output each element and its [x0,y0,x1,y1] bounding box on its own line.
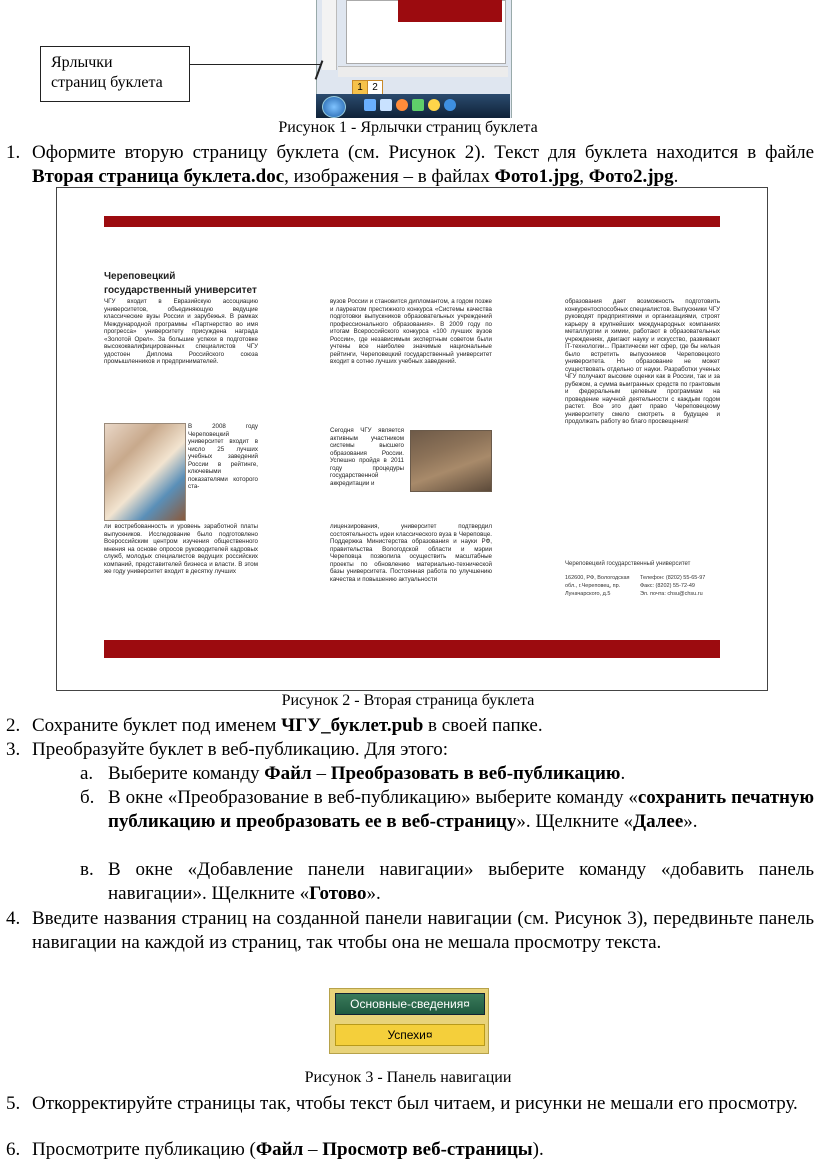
booklet-col1-side: В 2008 году Череповецкий университет входит в число 25 лучших учебных заведений России в рейтинге, ключевыми показателями которого ста- [188,423,258,490]
callout-box [40,46,190,102]
figure3-caption: Рисунок 3 - Панель навигации [304,1069,512,1086]
callout-text: Ярлычки [51,54,113,71]
punctuation: ». [683,811,698,832]
step-text: Просмотрите публикацию ( [32,1139,256,1160]
dialog-option: сохранить печатную публикацию и преобразовать ее в веб-страницу [108,787,815,832]
step-text: В окне «Преобразование в веб-публикацию» выберите команду « [108,787,638,808]
step-text: Введите названия страниц на созданной панели навигации (см. Рисунок 3), передвиньте панель навигации на каждой из страниц, так чтобы она не мешала просмотру текста. [32,908,814,953]
taskbar-app-icon[interactable] [364,99,376,111]
substep-a [80,762,814,786]
step-text: Сохраните буклет под именем [32,715,282,736]
booklet-col2-top: вузов России и становится дипломантом, а годом позже и лауреатом престижного конкурса «Системы качества подготовки выпускников образовательных учреждений профессионального образования». В 2009 году по итогам Всероссийского конкурса «100 лучших вузов России», где независимым экспертным советом были учтены все наиболее значимые национальные рейтинги, Череповецкий государственный университет входит в сотню лучших учебных заведений. [330,298,492,365]
callout-pointer [190,64,320,65]
footer-email: Эл. почта: chsu@chsu.ru [640,591,703,597]
footer-phone: Телефон: (8202) 55-65-97 [640,575,706,581]
booklet-col1-bottom: ли востребованность и уровень заработной платы выпускников. Исследование было подготовлено Всероссийским центром изучения общественного мнения на основе опросов руководителей кадровых служб, молодых специалистов ведущих российских компаний, представителей бизнеса и власти. В этом же году университет входит в десятку лучших [104,523,258,575]
booklet-footer-address: 162600, РФ, Вологодская обл., г.Череповец, пр. Луначарского, д.5 [565,575,630,597]
file-name: Вторая страница буклета.doc [32,166,285,187]
substep-marker: б. [80,787,95,808]
step-text: , изображения – в файлах [284,166,495,187]
step-text: ». Щелкните « [516,811,634,832]
button-name: Готово [309,883,367,904]
booklet-col2-side: Сегодня ЧГУ является активным участником системы высшего образования России. Успешно пройдя в 2011 году процедуры государственной аккредитации и [330,427,404,487]
page-tab-2[interactable]: 2 [367,80,383,96]
file-name: Фото1.jpg [494,166,580,187]
nav-button-main-info[interactable]: Основные-сведения¤ [335,993,485,1015]
step-text: в своей папке. [423,715,543,736]
menu-command: Преобразовать в веб-публикацию [330,763,621,784]
booklet-title [104,270,274,298]
punctuation: . [673,166,679,187]
figure2-caption: Рисунок 2 - Вторая страница буклета [281,692,535,709]
page-tab-1[interactable]: 1 [352,80,368,96]
photo1-chemistry-image [104,423,186,521]
booklet-bottom-bar [104,640,720,658]
vertical-ruler [322,0,337,70]
booklet-title-line: Череповецкий [104,271,176,282]
menu-command: Файл [264,763,312,784]
separator: , [579,166,589,187]
taskbar-app-icon[interactable] [396,99,408,111]
file-name: ЧГУ_буклет.pub [281,715,424,736]
booklet-footer-contacts [640,574,724,598]
separator: – [311,763,331,784]
punctuation: . [620,763,626,784]
step-text: Выберите команду [108,763,265,784]
callout-text: страниц буклета [51,74,163,91]
menu-command: Просмотр веб-страницы [322,1139,533,1160]
start-button-icon[interactable] [322,96,346,118]
taskbar-app-icon[interactable] [380,99,392,111]
booklet-col1-top: ЧГУ входит в Евразийскую ассоциацию университетов, объединяющую ведущие классические вузы России и зарубежья. В рамках Международной программы «Партнерство во имя прогресса» университету присуждена награда «Золотой Орел». За большие успехи в подготовке высококвалифицированных специалистов ЧГУ удостоен Диплома Российского союза промышленников и предпринимателей. [104,298,258,365]
step-text: Оформите вторую страницу буклета (см. Рисунок 2). Текст для буклета находится в файле [32,142,814,163]
substep-marker: а. [80,763,94,784]
step-3 [6,738,814,762]
step-4 [6,907,814,955]
step-number: 4. [6,908,21,929]
step-text: Преобразуйте буклет в веб-публикацию. Для этого: [32,739,449,760]
step-number: 2. [6,715,21,736]
punctuation: ). [532,1139,544,1160]
step-5 [6,1092,814,1116]
menu-command: Файл [255,1139,304,1160]
step-2 [6,714,814,738]
booklet-footer-title: Череповецкий государственный университет [565,561,691,567]
booklet-col2-bottom: лицензирования, университет подтвердил состоятельность идеи классического вуза в Череповце. Поддержка Министерства образования и науки РФ, правительства Вологодской области и мэрии Череповца позволила осуществить масштабные проекты по обновлению материально-технической базы университета. Постоянная работа по улучшению качества и повышению актуальности [330,523,492,583]
booklet-col3: образования дает возможность подготовить конкурентоспособных специалистов. Выпускники ЧГУ руководят предприятиями и организациями, строят карьеру в крупнейших международных компаниях металлургии и химии, работают в образовательных учреждениях, двигают науку и искусство, развивают IT-технологии... Практически нет сфер, где бы нельзя было встретить выпускников Череповецкого университета. Но образование не может существовать отдельно от науки. Разработки ученых ЧГУ получают высокие оценки как в России, так и за рубежом, а сумма выигранных средств по грантовым и федеральным целевым программам на проведение научной деятельности с каждым годом растет. Все это дает право Череповецкому университету смело смотреть в будущее и продолжать работу во благо просвещения! [565,298,720,425]
substep-c [80,858,814,906]
ie-icon[interactable] [444,99,456,111]
step-number: 3. [6,739,21,760]
step-6 [6,1138,814,1162]
booklet-title-line: государственный университет [104,285,257,296]
punctuation: ». [366,883,381,904]
step-number: 5. [6,1093,21,1114]
figure1-caption: Рисунок 1 - Ярлычки страниц буклета [278,119,538,136]
step-text: Откорректируйте страницы так, чтобы текст был читаем, и рисунки не мешали его просмотру. [32,1093,798,1114]
photo2-excavation-image [410,430,492,492]
step-1 [6,141,814,189]
taskbar-app-icon[interactable] [412,99,424,111]
page-red-bar [398,0,502,22]
step-text: В окне «Добавление панели навигации» выберите команду «добавить панель навигации». Щелкните « [108,859,814,904]
substep-marker: в. [80,859,94,880]
taskbar-app-icon[interactable] [428,99,440,111]
footer-fax: Факс: (8202) 55-72-49 [640,583,695,589]
step-number: 1. [6,142,21,163]
horizontal-scrollbar[interactable] [338,66,508,77]
substep-b [80,786,814,834]
separator: – [303,1139,323,1160]
file-name: Фото2.jpg [588,166,674,187]
step-number: 6. [6,1139,21,1160]
button-name: Далее [633,811,684,832]
nav-button-achievements[interactable]: Успехи¤ [335,1024,485,1046]
booklet-top-bar [104,216,720,227]
